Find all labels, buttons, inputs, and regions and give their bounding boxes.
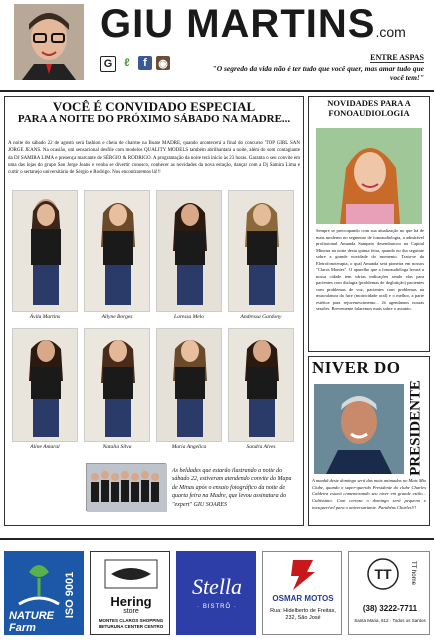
model-name: Sandra Alves xyxy=(246,444,276,450)
motto: "O segredo da vida não é ter tudo que você quer, mas amar tudo que você tem!" xyxy=(212,64,424,83)
model-photo-4 xyxy=(228,190,294,312)
model-name: Laressa Melo xyxy=(174,314,204,320)
ad-stella-name: Stella xyxy=(191,574,243,599)
svg-text:TT: TT xyxy=(374,566,392,582)
model-photo-3 xyxy=(156,190,222,312)
ad-hering-detail: MONTES CLAROS SHOPPING IBITURUNA CENTER CENTRO xyxy=(98,618,164,629)
model-name: Natalia Silva xyxy=(102,444,132,450)
ad-tt-phone: (38) 3222-7711 xyxy=(362,604,418,613)
ad-nature-iso: ISO 9001 xyxy=(64,571,76,619)
niver-photo xyxy=(314,384,404,474)
ad-hering[interactable] xyxy=(90,551,170,635)
fono-photo xyxy=(316,128,422,224)
brand-name: GIU MARTINS.com xyxy=(100,2,406,46)
main-article-body: A noite do sábado 22 de agosto será fashion e cheia de charme na Boate MADRE, quando acontecerá a final do concurso 'TOP GIRL SAN JORGE JEANS. Na ocasião, um sensacional desfile com modelos QUALITY MODELS também abrilhantará a noite, além do som contagiante da DJ SAMIRA LIMA e presença marcante de SÉRGIO & RODRIGO. A programação da noite terá início às 23 horas. Garanta o seu convite em uma das lojas do grupo San Jorge Jeans e venha se divertir conosco, conhecer as novidades da nova estação, dançar com a Dj Samira Lima e curtir o sertanejo universitário de Sérgio e Rodrigo. Nos encontraremos lá!!! xyxy=(8,141,300,175)
main-article-title xyxy=(8,100,300,125)
instagram-icon[interactable]: ◉ xyxy=(156,56,170,70)
ad-nature-farm[interactable] xyxy=(4,551,84,635)
model-photo-5 xyxy=(12,328,78,442)
model-name: Andressa Gardony xyxy=(240,314,282,320)
model-photo-1 xyxy=(12,190,78,312)
google-plus-icon[interactable]: G xyxy=(100,56,116,72)
model-photo-6 xyxy=(84,328,150,442)
header-divider xyxy=(0,90,434,92)
ad-hering-sub: store xyxy=(123,608,139,615)
model-name: Allyne Borges xyxy=(101,314,133,320)
group-photo xyxy=(86,463,166,511)
giu-martins-photo xyxy=(14,4,84,80)
ad-tt-home[interactable] xyxy=(348,551,430,635)
model-name: Aline Amaral xyxy=(30,444,60,450)
model-name: Maria Angelica xyxy=(171,444,207,450)
ad-stella-bistro[interactable] xyxy=(176,551,256,635)
facebook-icon[interactable]: f xyxy=(138,56,152,70)
ad-hering-name: Hering xyxy=(110,594,152,609)
leaf-icon: ℓ xyxy=(120,56,134,70)
ad-stella-sub: · BISTRÔ · xyxy=(197,604,237,610)
brand-suffix: .com xyxy=(375,24,406,40)
ad-tt-address: Santa Maria, 612 · Todos os Santos xyxy=(354,618,426,623)
model-photo-2 xyxy=(84,190,150,312)
title-line-2: PARA A NOITE DO PRÓXIMO SÁBADO NA MADRE... xyxy=(17,112,291,125)
ads-divider xyxy=(0,538,434,540)
ad-osmar-address: Rua: Hidelberto de Freitas, 232, São José xyxy=(270,608,336,622)
ad-nature-name: NATURE Farm xyxy=(9,610,55,634)
section-label: ENTRE ASPAS xyxy=(370,53,424,62)
niver-vertical-title: PRESIDENTE xyxy=(407,380,424,476)
title-line-1: VOCÊ É CONVIDADO ESPECIAL xyxy=(52,99,256,114)
fono-body: Sempre se preocupando com sua atualização no que há de mais moderno no segmento de fonoaudiologia, a admirável profissional Amanda Sampaio desembarcou na Capital Mineira na noite desta quinta feira, quando no dia seguinte sobre a grande novidade do momento. Trata-se da Eletrofonoterapia, o qual Amanda será pioneira em nossos "Claros Montes". O aparelho que a fonoaudióloga levará a nossa cidade tem várias indicações sendo elas para pacientes com disfagia (problemas de deglutição) pacientes com problemas de voz, pacientes com problemas na musculatura da face (motricidade oral) e o melhor, a parte estética para rejuvenescimento... Já agendamos nossas sessões. Brevemente falaremos mais sobre o assunto. xyxy=(316,228,424,312)
ad-osmar-motos[interactable] xyxy=(262,551,342,635)
model-photo-7 xyxy=(156,328,222,442)
fono-title: NOVIDADES PARA A FONOAUDIOLOGIA xyxy=(327,98,411,118)
niver-title: NIVER DO xyxy=(312,358,401,377)
ad-tt-name: TT home xyxy=(410,561,416,585)
ad-osmar-name: OSMAR MOTOS xyxy=(272,594,334,603)
model-name: Ávila Martins xyxy=(29,314,61,320)
social-links xyxy=(100,56,170,72)
photo-caption: As beldades que estarão ilustrando a noite do sábado 22, estiveram atendendo convite do Mapa de Minas após o ensaio fotográfico da noite de quarta feira na Madre, que levou assinatura do "expert" GIU SOARES xyxy=(172,468,292,508)
niver-body: A manhã deste domingo será das mais animadas no Mais Mix Clube, quando o super-querido Presidente do clube Charles Caldeira estará comemorando seu niver em grande estilo... Cultíssimo. Com certeza o domingo será pequeno e inesquecível para o aniversariante. Parabéns Charles!!! xyxy=(312,478,426,510)
model-photo-8 xyxy=(228,328,294,442)
